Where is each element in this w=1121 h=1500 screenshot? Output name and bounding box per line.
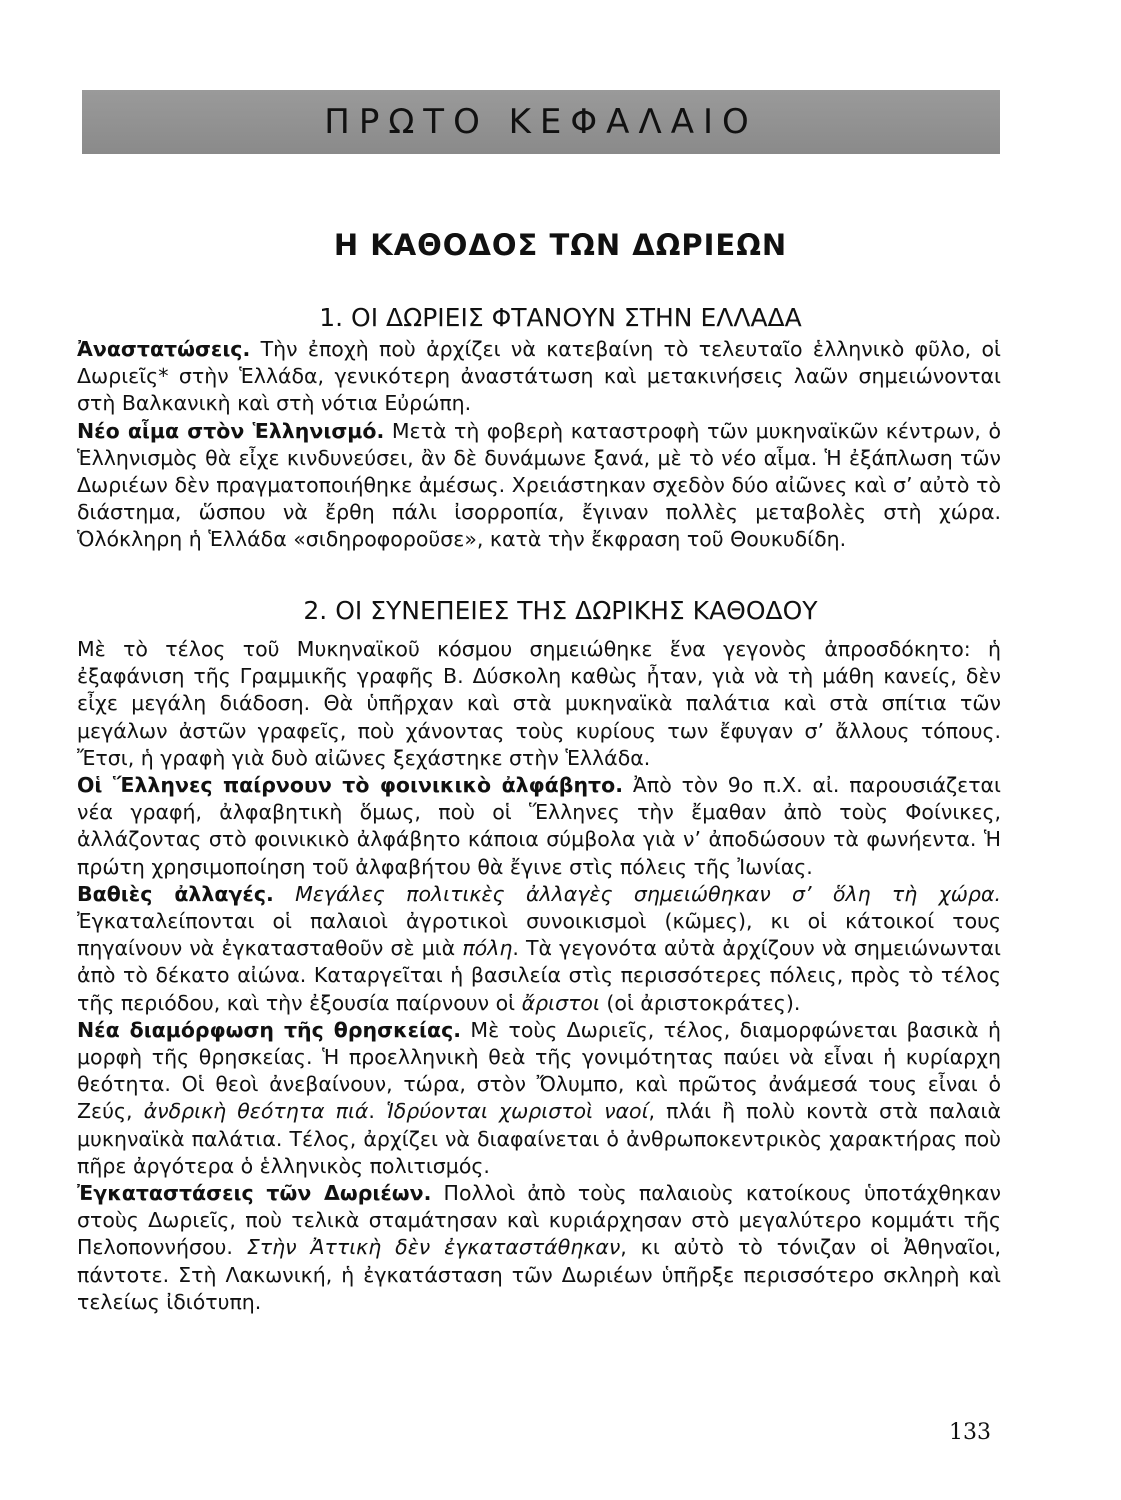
paragraph [77, 881, 1001, 1017]
section-2-body [77, 636, 1001, 1316]
page-title: Η ΚΑΘΟΔΟΣ ΤΩΝ ΔΩΡΙΕΩΝ [333, 228, 788, 262]
paragraph [77, 418, 1001, 554]
paragraph-italic: ἄριστοι [521, 990, 600, 1015]
paragraph-lead: Ἐγκαταστάσεις τῶν Δωριέων. [77, 1181, 432, 1206]
paragraph [77, 1180, 1001, 1316]
paragraph-text: , πλάι ἢ πολὺ κοντὰ στὰ παλαιὰ μυκηναϊκὰ παλάτια. Τέλος, ἀρχίζει νὰ διαφαίνεται ὁ ἀνθρωποκεντρικὸς χαρακτήρας ποὺ πῆρε ἀργότερα ὁ ἑλληνικὸς πολιτισμός. [77, 1099, 1001, 1178]
paragraph-lead: Οἱ Ἕλληνες παίρνουν τὸ φοινικικὸ ἀλφάβητο. [77, 773, 623, 798]
section-1-body [77, 336, 1001, 554]
chapter-banner [82, 90, 1000, 154]
paragraph-italic: Μεγάλες πολιτικὲς ἀλλαγὲς σημειώθηκαν σ’ ὅλη τὴ χώρα. [273, 881, 1001, 906]
paragraph-text: Ἀπὸ τὸν 9ο π.Χ. αἰ. παρουσιάζεται νέα γραφή, ἀλφαβητικὴ ὅμως, ποὺ οἱ Ἕλληνες τὴν ἔμαθαν ἀπὸ τοὺς Φοίνικες, ἀλλάζοντας στὸ φοινικικὸ ἀλφάβητο κάποια σύμβολα γιὰ ν’ ἀποδώσουν τὰ φωνήεντα. Ἡ πρώτη χρησιμοποίηση τοῦ ἀλφαβήτου θὰ ἔγινε στὶς πόλεις τῆς Ἰωνίας. [77, 773, 1001, 879]
paragraph-italic: Στὴν Ἀττικὴ δὲν ἐγκαταστάθηκαν [246, 1235, 621, 1260]
paragraph-lead: Νέο αἷμα στὸν Ἑλληνισμό. [77, 418, 385, 443]
paragraph-italic: πόλη [462, 936, 513, 961]
paragraph-text: Μὲ τὸ τέλος τοῦ Μυκηναϊκοῦ κόσμου σημειώθηκε ἕνα γεγονὸς ἀπροσδόκητο: ἡ ἐξαφάνιση τῆς Γραμμικῆς γραφῆς Β. Δύσκολη καθὼς ἦταν, γιὰ νὰ τὴ μάθη κανείς, δὲν εἶχε μεγάλη διάδοση. Θὰ ὑπῆρχαν καὶ στὰ μυκηναϊκὰ παλάτια καὶ στὰ σπίτια τῶν μεγάλων ἀστῶν γραφεῖς, ποὺ χάνοντας τοὺς κυρίους των ἔφυγαν σ’ ἄλλους τόπους. Ἔτσι, ἡ γραφὴ γιὰ δυὸ αἰῶνες ξεχάστηκε στὴν Ἑλλάδα. [77, 637, 1001, 770]
paragraph-text: (οἱ ἀριστοκράτες). [599, 990, 801, 1015]
paragraph-lead: Ἀναστατώσεις. [77, 337, 251, 361]
paragraph-text: , κι αὐτὸ τὸ τόνιζαν οἱ Ἀθηναῖοι, πάντοτε. Στὴ Λακωνική, ἡ ἐγκατάσταση τῶν Δωριέων ὑπῆρξε περισσότερο σκληρὴ καὶ τελείως ἰδιότυπη. [77, 1235, 1001, 1314]
page-number: 133 [949, 1420, 991, 1445]
paragraph [77, 772, 1001, 881]
paragraph-text: Ἐγκαταλείπονται οἱ παλαιοὶ ἀγροτικοὶ συνοικισμοὶ (κῶμες), κι οἱ κάτοικοί τους πηγαίνουν νὰ ἐγκατασταθοῦν σὲ μιὰ [77, 909, 1001, 961]
paragraph-lead: Βαθιὲς ἀλλαγές. [77, 881, 274, 906]
chapter-label: ΠΡΩΤΟ ΚΕΦΑΛΑΙΟ [324, 102, 758, 142]
paragraph-text: . [368, 1099, 387, 1124]
paragraph-italic: ἀνδρικὴ θεότητα πιά [143, 1099, 369, 1124]
paragraph-text: Μετὰ τὴ φοβερὴ καταστροφὴ τῶν μυκηναϊκῶν κέντρων, ὁ Ἑλληνισμὸς θὰ εἶχε κινδυνεύσει, ἂν δὲ δυνάμωνε ξανά, μὲ τὸ νέο αἷμα. Ἡ ἐξάπλωση τῶν Δωριέων δὲν πραγματοποιήθηκε ἀμέσως. Χρειάστηκαν σχεδὸν δύο αἰῶνες καὶ σ’ αὐτὸ τὸ διάστημα, ὥσπου νὰ ἔρθη πάλι ἰσορροπία, ἔγιναν πολλὲς μεταβολὲς στὴ χώρα. Ὁλόκληρη ἡ Ἑλλάδα «σιδηροφοροῦσε», κατὰ τὴν ἔκφραση τοῦ Θουκυδίδη. [77, 418, 1001, 552]
paragraph-italic: Ἱδρύονται χωριστοὶ ναοί [386, 1099, 649, 1124]
paragraph [77, 336, 1001, 418]
paragraph-lead: Νέα διαμόρφωση τῆς θρησκείας. [77, 1017, 462, 1042]
paragraph-text: Τὴν ἐποχὴ ποὺ ἀρχίζει νὰ κατεβαίνη τὸ τελευταῖο ἑλληνικὸ φῦλο, οἱ Δωριεῖς* στὴν Ἑλλάδα, γενικότερη ἀναστάτωση καὶ μετακινήσεις λαῶν σημειώνονται στὴ Βαλκανικὴ καὶ στὴ νότια Εὐρώπη. [77, 337, 1001, 416]
paragraph-text: . Τὰ γεγονότα αὐτὰ ἀρχίζουν νὰ σημειώνωνται ἀπὸ τὸ δέκατο αἰώνα. Καταργεῖται ἡ βασιλεία στὶς περισσότερες πόλεις, πρὸς τὸ τέλος τῆς περιόδου, καὶ τὴν ἐξουσία παίρνουν οἱ [77, 936, 1001, 1015]
paragraph [77, 1017, 1001, 1180]
paragraph [77, 636, 1001, 772]
section-2-heading: 2. ΟΙ ΣΥΝΕΠΕΙΕΣ ΤΗΣ ΔΩΡΙΚΗΣ ΚΑΘΟΔΟΥ [303, 596, 818, 625]
paragraph-text: Πολλοὶ ἀπὸ τοὺς παλαιοὺς κατοίκους ὑποτάχθηκαν στοὺς Δωριεῖς, ποὺ τελικὰ σταμάτησαν καὶ κυριάρχησαν στὸ μεγαλύτερο κομμάτι τῆς Πελοποννήσου. [77, 1181, 1001, 1260]
section-1-heading: 1. ΟΙ ΔΩΡΙΕΙΣ ΦΤΑΝΟΥΝ ΣΤΗΝ ΕΛΛΑΔΑ [319, 303, 802, 332]
paragraph-text: Μὲ τοὺς Δωριεῖς, τέλος, διαμορφώνεται βασικὰ ἡ μορφὴ τῆς θρησκείας. Ἡ προελληνικὴ θεὰ τῆς γονιμότητας παύει νὰ εἶναι ἡ κυρίαρχη θεότητα. Οἱ θεοὶ ἀνεβαίνουν, τώρα, στὸν Ὄλυμπο, καὶ πρῶτος ἀνάμεσά τους εἶναι ὁ Ζεύς, [77, 1017, 1001, 1124]
